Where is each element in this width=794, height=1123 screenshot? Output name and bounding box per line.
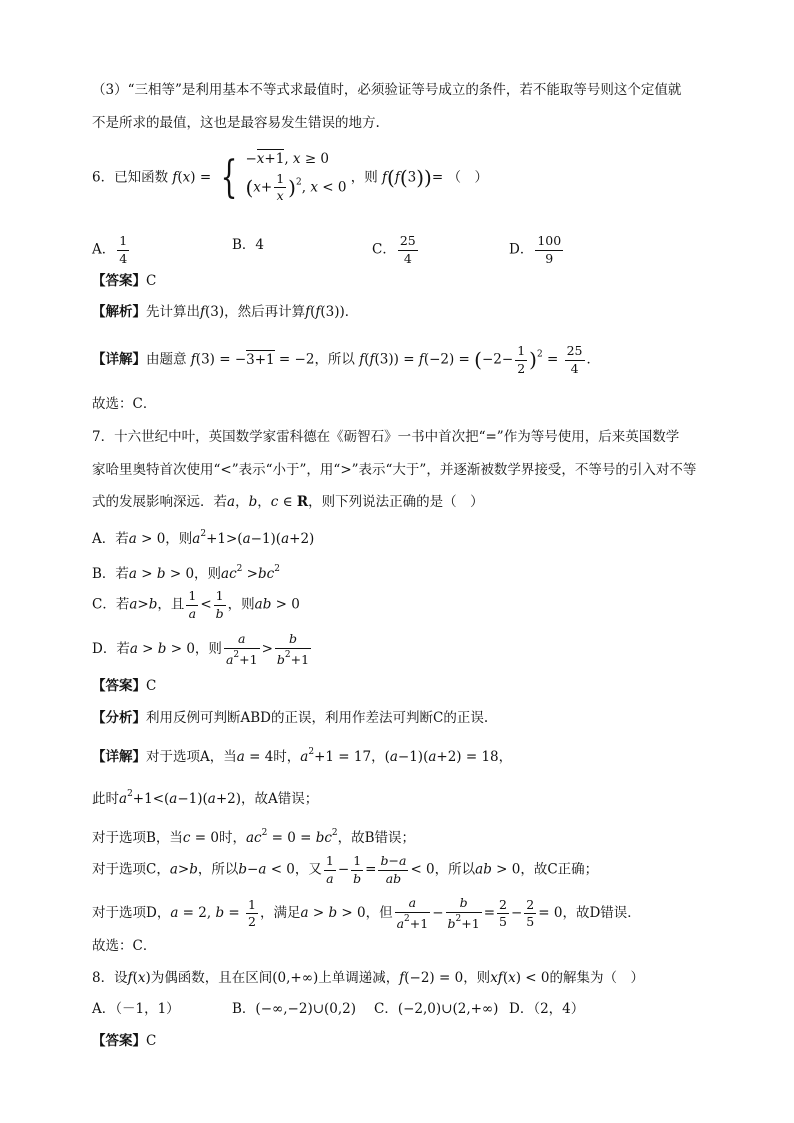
- q6-mid: ，则: [350, 169, 378, 186]
- text-line: 不是所求的最值，这也是最容易发生错误的地方.: [92, 115, 380, 131]
- q7-choose: 故选：C．: [92, 938, 157, 954]
- q6-option-a: A．: [92, 241, 116, 258]
- q8-options: [92, 999, 712, 1019]
- q8-option-d: D．（2，4）: [509, 1001, 585, 1017]
- q8-option-a: A．（－1，1）: [92, 1001, 180, 1017]
- q6-options: A． $\frac{1}{4}$ B．4 C． $\frac{25}{4}$ D． $\frac{100}{9}$: [92, 233, 562, 266]
- q7-analysis: 【分析】利用反例可判断ABD的正误，利用作差法可判断C的正误.: [92, 710, 489, 726]
- q7-detail: 【详解】对于选项A，当a = 4时，$a^2+1 = 17$，(a−1)(a+2) = 18，: [92, 747, 513, 765]
- q8-option-b: B．(−∞,−2)∪(0,2): [232, 1001, 357, 1017]
- text-line: （3）“三相等”是利用基本不等式求最值时，必须验证等号成立的条件，若不能取等号则这个定值就: [92, 82, 682, 98]
- q7-answer: 【答案】C: [92, 678, 157, 694]
- question-8: 8．设f(x)为偶函数，且在区间(0,+∞)上单调递减，f(−2) = 0，则xf(x) < 0的解集为（ ）: [92, 970, 644, 986]
- q7-line: 家哈里奥特首次使用“<”表示“小于”，用“>”表示“大于”，并逐渐被数学界接受，不等号的引入对不等: [92, 462, 697, 478]
- q6-option-c: C．: [372, 241, 396, 258]
- q7-option-d: D．若a > b > 0，则 $\frac{a}{a^2+1}$ > $\frac{b}{b^2+1}$: [92, 631, 310, 667]
- q7-line: 式的发展影响深远．若a，b，c ∈ R，则下列说法正确的是（ ）: [92, 494, 484, 510]
- q7-option-a: A．若a > 0，则$a^2+1>(a-1)(a+2)$: [92, 529, 315, 547]
- q7-detail-line: 对于选项B，当c = 0时，$ac^2 = 0 = bc^2$，故B错误；: [92, 828, 416, 846]
- question-6: 6．已知函数 f(x) = { −x+1, x ≥ 0 (x+ $\frac{1}{x}$ )$^2$, x < 0 ，则 f(f(3))= （ ）: [92, 151, 488, 203]
- q7-option-c: C．若a>b，且 $\frac{1}{a}$ < $\frac{1}{b}$ ，则ab > 0: [92, 588, 300, 621]
- q7-detail-line: 对于选项C，a>b，所以b−a < 0，又 $\frac{1}{a}$ − $\frac{1}{b}$ = $\frac{b-a}{ab}$ < 0，所以ab > 0，故C正确；: [92, 853, 599, 886]
- q7-line: 7．十六世纪中叶，英国数学家雷科德在《砺智石》一书中首次把“=”作为等号使用，后来英国数学: [92, 429, 680, 445]
- q6-end: （ ）: [447, 169, 488, 186]
- q8-option-c: C．(−2,0)∪(2,+∞): [374, 1001, 499, 1017]
- q6-option-d: D．: [509, 241, 534, 258]
- q8-answer: 【答案】C: [92, 1033, 157, 1049]
- q7-detail-line: 此时$a^2+1<(a-1)(a+2)$，故A错误；: [92, 789, 319, 807]
- q6-detail: 【详解】由题意 f(3) = −3+1 = −2，所以 f(f(3)) = f(−2) = (−2− $\frac{1}{2}$ )$^2$ = $\frac{25}{4}$ ．: [92, 343, 600, 376]
- q7-detail-line: 对于选项D，a = 2, b = $\frac{1}{2}$ ，满足a > b > 0，但 $\frac{a}{a^2+1}$ − $\frac{b}{b^2+1}$ = $\frac{2}{5}$ − $\frac{2}{5}$ = 0，故D错误．: [92, 895, 641, 931]
- q6-option-b: B．4: [232, 237, 265, 253]
- q6-choose: 故选：C．: [92, 396, 157, 412]
- q6-answer: 【答案】C: [92, 273, 157, 289]
- q6-analysis: 【解析】先计算出f(3)，然后再计算f(f(3))．: [92, 304, 359, 320]
- q6-prefix: 6．已知函数: [92, 169, 169, 186]
- q7-option-b: B．若a > b > 0，则$ac^2 >bc^2$: [92, 564, 280, 582]
